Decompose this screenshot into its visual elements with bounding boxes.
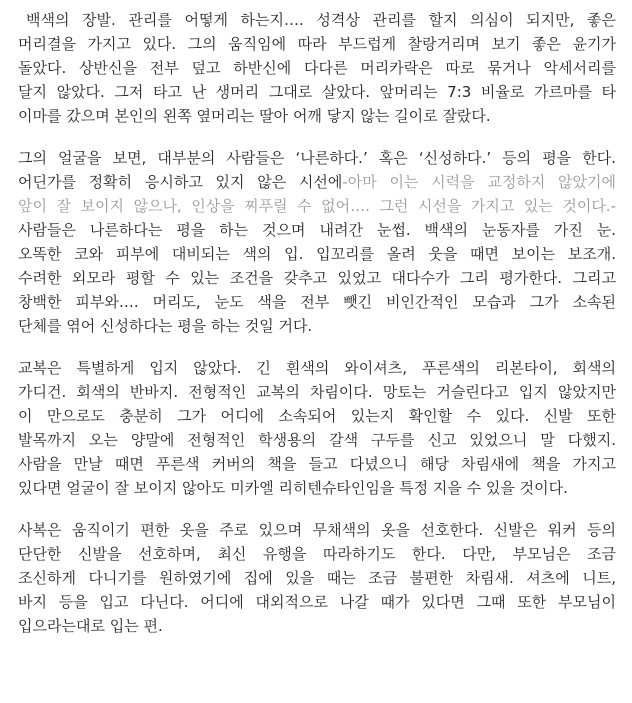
- text-line: 단체를 엮어 신성하다는 평을 하는 것일 거다.: [18, 317, 313, 335]
- paragraph-face: [18, 146, 616, 338]
- aside-text-line: 앞이 잘 보이지 않으나, 인상을 찌푸릴 수 없어…. 그런 시선을 가지고 있는 것이다.-: [18, 197, 616, 215]
- text-line: 그의 얼굴을 보면, 대부분의 사람들은 ‘나른하다.’ 혹은 ‘신성하다.’ 등의 평을 한다.: [18, 149, 616, 167]
- text-line: 단단한 신발을 선호하며, 최신 유행을 따라하기도 한다. 다만, 부모님은 조금: [18, 545, 616, 563]
- paragraph-casual-clothes: [18, 518, 616, 638]
- text-line: 이마를 갔으며 본인의 왼쪽 옆머리는 딸아 어깨 닿지 않는 길이로 잘랐다.: [18, 107, 491, 125]
- text-line: 머리결을 가지고 있다. 그의 움직임에 따라 부드럽게 찰랑거리며 보기 좋은 윤기가: [18, 35, 616, 53]
- aside-text: -아마 이는 시력을 교정하지 않았기에: [342, 173, 616, 191]
- text-line: 창백한 피부와…. 머리도, 눈도 색을 전부 뺏긴 비인간적인 모습과 그가 소속된: [18, 293, 616, 311]
- text-line: 입으라는대로 입는 편.: [18, 617, 163, 635]
- text-line: 조신하게 다니기를 원하였기에 집에 있을 때는 조금 불편한 차림새. 셔츠에 니트,: [18, 569, 616, 587]
- text-segment: 어딘가를 정확히 응시하고 있지 않은 시선에: [18, 173, 343, 191]
- text-line: 있다면 얼굴이 잘 보이지 않아도 미카엘 리히텐슈타인임을 특정 지을 수 있을 것이다.: [18, 479, 568, 497]
- text-line: 달지 않았다. 그저 타고 난 생머리 그대로 살았다. 앞머리는 7:3 비율로 가르마를 타: [18, 83, 616, 101]
- text-line: 사람을 만날 때면 푸른색 커버의 책을 들고 다녔으니 해당 차림새에 책을 가지고: [18, 455, 616, 473]
- text-line: 돌았다. 상반신을 전부 덮고 하반신에 다다른 머리카락은 따로 묶거나 악세서리를: [18, 59, 616, 77]
- text-line: 교복은 특별하게 입지 않았다. 긴 흰색의 와이셔츠, 푸른색의 리본타이, 회색의: [18, 359, 616, 377]
- text-line: [18, 170, 616, 194]
- text-line: 발목까지 오는 양말에 전형적인 학생용의 갈색 구두를 신고 있었으니 말 다했지.: [18, 431, 616, 449]
- text-line: 이 만으로도 충분히 그가 어디에 소속되어 있는지 확인할 수 있다. 신발 또한: [18, 407, 616, 425]
- paragraph-uniform: [18, 356, 616, 500]
- text-line: 수려한 외모라 평할 수 있는 조건을 갖추고 있었고 대다수가 그리 평가한다. 그리고: [18, 269, 616, 287]
- text-line: 가디건. 회색의 반바지. 전형적인 교복의 차림이다. 망토는 거슬린다고 입지 않았지만: [18, 383, 616, 401]
- paragraph-hair: [18, 8, 616, 128]
- text-line: 백색의 장발. 관리를 어떻게 하는지…. 성격상 관리를 할지 의심이 되지만, 좋은: [26, 11, 616, 29]
- text-line: 사복은 움직이기 편한 옷을 주로 있으며 무채색의 옷을 선호한다. 신발은 워커 등의: [18, 521, 616, 539]
- text-line: 사람들은 나른하다는 평을 하는 것으며 내려간 눈썹. 백색의 눈동자를 가진 눈.: [18, 221, 616, 239]
- text-line: 바지 등을 입고 다닌다. 어디에 대외적으로 나갈 때가 있다면 그때 또한 부모님이: [18, 593, 616, 611]
- text-line: 오똑한 코와 피부에 대비되는 색의 입. 입꼬리를 올려 웃을 때면 보이는 보조개.: [18, 245, 616, 263]
- document-body: [18, 8, 616, 656]
